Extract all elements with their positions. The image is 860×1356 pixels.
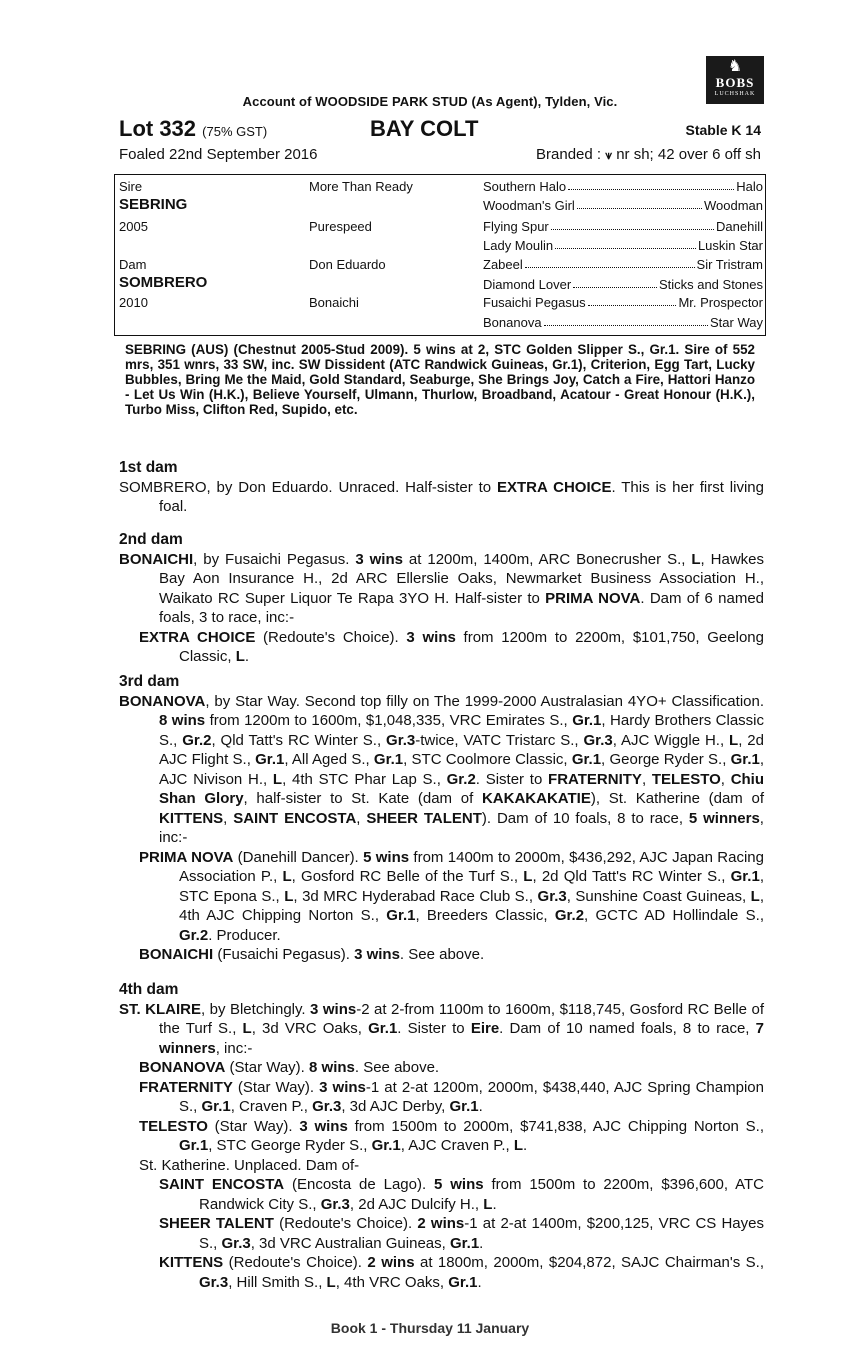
horse-sex: BAY COLT xyxy=(370,116,479,141)
vendor-account: Account of WOODSIDE PARK STUD (As Agent), Tylden, Vic. xyxy=(242,94,618,109)
dam-paragraph: PRIMA NOVA (Danehill Dancer). 5 wins from 1400m to 2000m, $436,292, AJC Japan Racing Association P., L, Gosford RC Belle of the Turf S., L, 2d Qld Tatt's RC Winter S., Gr.1, STC Epona S., L, 3d MRC Hyderabad Race Club S., Gr.3, Sunshine Coast Guineas, L, 4th AJC Chipping Norton S., Gr.1, Breeders Classic, Gr.2, GCTC AD Hollindale S., Gr.2. Producer. xyxy=(139,848,765,944)
foaled-date: Foaled 22nd September 2016 xyxy=(119,146,318,163)
dam-paragraph: TELESTO (Star Way). 3 wins from 1500m to 2000m, $741,838, AJC Chipping Norton S., Gr.1, STC George Ryder S., Gr.1, AJC Craven P., L. xyxy=(139,1117,764,1154)
pedigree-gen3-row: Bonanova Star Way xyxy=(483,315,763,330)
pedigree-gen3-row: Fusaichi Pegasus Mr. Prospector xyxy=(483,295,763,310)
pedigree-gen3-row: Zabeel Sir Tristram xyxy=(483,257,763,272)
fourth-dam-section xyxy=(119,980,764,1292)
dam-paragraph: SOMBRERO, by Don Eduardo. Unraced. Half-sister to EXTRA CHOICE. This is her first living foal. xyxy=(119,478,764,515)
first-dam-section xyxy=(119,458,764,517)
dam-paragraph: SHEER TALENT (Redoute's Choice). 2 wins-1 at 2-at 1400m, $200,125, VRC CS Hayes S., Gr.3, 3d VRC Australian Guineas, Gr.1. xyxy=(159,1215,764,1252)
dam-paragraph: FRATERNITY (Star Way). 3 wins-1 at 2-at 1200m, 2000m, $438,440, AJC Spring Champion S., Gr.1, Craven P., Gr.3, 3d AJC Derby, Gr.1. xyxy=(139,1078,764,1115)
page-footer: Book 1 - Thursday 11 January xyxy=(330,1320,530,1336)
dam-paragraph: St. Katherine. Unplaced. Dam of- xyxy=(139,1156,360,1174)
third-dam-section xyxy=(119,672,764,965)
lot-number: Lot 332 (75% GST) xyxy=(119,116,268,141)
section-heading: 4th dam xyxy=(119,981,179,998)
bobs-logo: ♞ BOBS LUCHSHAK xyxy=(706,56,764,104)
pedigree-gen3-row: Flying Spur Danehill xyxy=(483,219,763,234)
pedigree-gen3-row: Lady Moulin Luskin Star xyxy=(483,238,763,253)
section-heading: 1st dam xyxy=(119,459,178,476)
horse-icon: ♞ xyxy=(727,58,743,75)
brand-icon: ⩛ xyxy=(605,148,613,162)
dam-paragraph: BONAICHI (Fusaichi Pegasus). 3 wins. See above. xyxy=(139,946,485,963)
brand-marks: Branded : ⩛ nr sh; 42 over 6 off sh xyxy=(536,146,761,163)
second-dam-section xyxy=(119,530,764,667)
section-heading: 3rd dam xyxy=(119,673,180,690)
stable-number: Stable K 14 xyxy=(685,122,761,138)
dam-paragraph: KITTENS (Redoute's Choice). 2 wins at 1800m, 2000m, $204,872, SAJC Chairman's S., Gr.3, Hill Smith S., L, 4th VRC Oaks, Gr.1. xyxy=(159,1254,764,1291)
dam-paragraph: SAINT ENCOSTA (Encosta de Lago). 5 wins from 1500m to 2200m, $396,600, ATC Randwick City S., Gr.3, 2d AJC Dulcify H., L. xyxy=(159,1176,764,1213)
pedigree-table: Sire SEBRING 2005 Dam SOMBRERO 2010 More Than Ready Purespeed Don Eduardo Bonaichi Southern Halo Halo Woodman's Girl Woodman Flying Spur Danehill Lady Moulin Luskin Star Zabeel Sir Tristram Diamond Lover Sticks and Stones Fusaichi Pegasus Mr. Prospector Bonanova Star Way xyxy=(114,174,766,336)
pedigree-gen3-row: Woodman's Girl Woodman xyxy=(483,198,763,213)
pedigree-gen3-row: Southern Halo Halo xyxy=(483,179,763,194)
pedigree-gen3-row: Diamond Lover Sticks and Stones xyxy=(483,277,763,292)
dam-paragraph: ST. KLAIRE, by Bletchingly. 3 wins-2 at 2-from 1100m to 1600m, $118,745, Gosford RC Belle of the Turf S., L, 3d VRC Oaks, Gr.1. Sister to Eire. Dam of 10 named foals, 8 to race, 7 winners, inc:- xyxy=(119,1000,764,1057)
dam-paragraph: BONAICHI, by Fusaichi Pegasus. 3 wins at 1200m, 1400m, ARC Bonecrusher S., L, Hawkes Bay Aon Insurance H., 2d ARC Ellerslie Oaks, Newmarket Business Association H., Waikato RC Super Liquor Te Rapa 3YO H. Half-sister to PRIMA NOVA. Dam of 6 named foals, 3 to race, inc:- xyxy=(119,550,764,626)
dam-paragraph: EXTRA CHOICE (Redoute's Choice). 3 wins from 1200m to 2200m, $101,750, Geelong Classic, L. xyxy=(139,628,764,665)
dam-paragraph: BONANOVA (Star Way). 8 wins. See above. xyxy=(139,1059,440,1076)
sire-summary: SEBRING (AUS) (Chestnut 2005-Stud 2009). 5 wins at 2, STC Golden Slipper S., Gr.1. Sire of 552 mrs, 351 wnrs, 33 SW, inc. SW Dissident (ATC Randwick Guineas, Gr.1), Criterion, Egg Tart, Lucky Bubbles, Bring Me the Maid, Gold Standard, Seaburge, She Brings Joy, Catch a Fire, Hattori Hanzo - Let Us Win (H.K.), Believe Yourself, Ulmann, Thurlow, Broadband, Acatour - Great Honour (H.K.), Turbo Miss, Clifton Red, Supido, etc. xyxy=(125,342,755,417)
sire-name: SEBRING xyxy=(119,196,188,213)
section-heading: 2nd dam xyxy=(119,531,183,548)
dam-paragraph: BONANOVA, by Star Way. Second top filly on The 1999-2000 Australasian 4YO+ Classification. 8 wins from 1200m to 1600m, $1,048,335, VRC Emirates S., Gr.1, Hardy Brothers Classic S., Gr.2, Qld Tatt's RC Winter S., Gr.3-twice, VATC Tristarc S., Gr.3, AJC Wiggle H., L, 2d AJC Flight S., Gr.1, All Aged S., Gr.1, STC Coolmore Classic, Gr.1, George Ryder S., Gr.1, AJC Nivison H., L, 4th STC Phar Lap S., Gr.2. Sister to FRATERNITY, TELESTO, Chiu Shan Glory, half-sister to St. Kate (dam of KAKAKAKATIE), St. Katherine (dam of KITTENS, SAINT ENCOSTA, SHEER TALENT). Dam of 10 foals, 8 to race, 5 winners, inc:- xyxy=(119,692,765,846)
dam-name: SOMBRERO xyxy=(119,274,208,291)
